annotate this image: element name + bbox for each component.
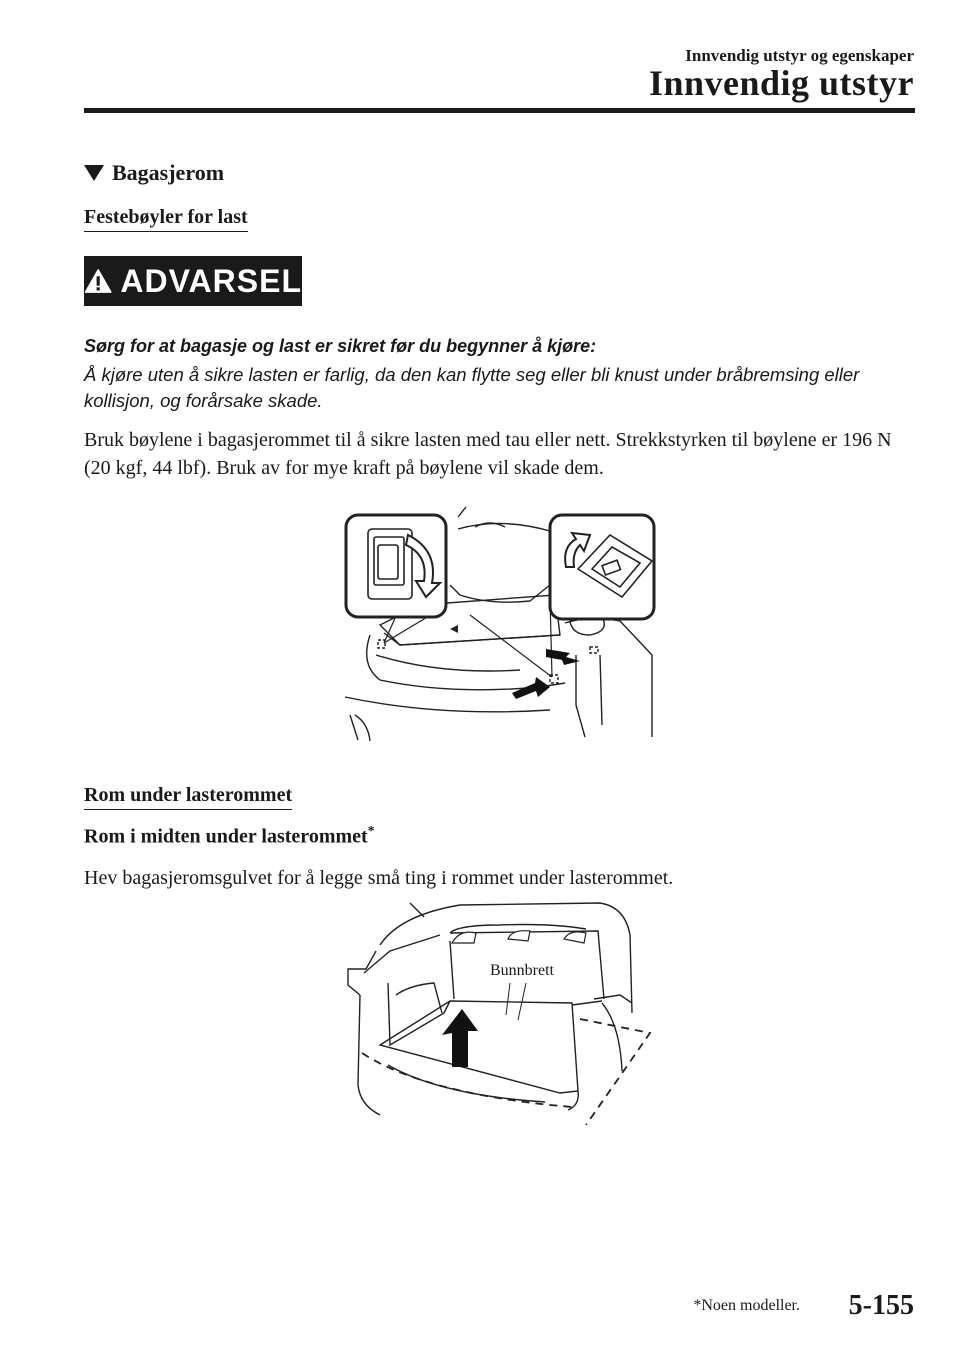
cargo-hooks-text: Bruk bøylene i bagasjerommet til å sikre lasten med tau eller nett. Strekkstyrken til bøylene er 196 N (20 kgf, 44 lbf). Bruk av for mye kraft på bøylene vil skade dem. <box>84 429 892 479</box>
warning-body: Å kjøre uten å sikre lasten er farlig, da den kan flytte seg eller bli knust under bråbremsing eller kollisjon, og forårsake skade. <box>84 364 860 411</box>
header-rule <box>84 108 915 113</box>
under-floor-heading: Rom under lasterommet <box>84 784 292 810</box>
cargo-hooks-heading: Festebøyler for last <box>84 206 248 232</box>
section-title: Innvendig utstyr <box>648 63 914 103</box>
page-number: 5-155 <box>848 1290 914 1321</box>
under-floor-subheading-text: Rom i midten under lasterommet <box>84 825 368 848</box>
warning-banner <box>84 256 302 306</box>
floor-board-callout: Bunnbrett <box>490 962 554 979</box>
footnote: *Noen modeller. <box>693 1297 800 1314</box>
under-floor-subheading <box>84 824 375 849</box>
chapter-title: Innvendig utstyr og egenskaper <box>685 46 914 65</box>
warning-title: Sørg for at bagasje og last er sikret før du begynner å kjøre: <box>84 336 597 356</box>
warning-triangle-icon <box>84 265 112 297</box>
topic-label: Bagasjerom <box>112 160 225 185</box>
cargo-hooks-illustration <box>340 505 670 745</box>
topic-heading <box>84 160 224 186</box>
triangle-bullet-icon <box>84 165 104 181</box>
under-floor-text: Hev bagasjeromsgulvet for å legge små ting i rommet under lasterommet. <box>84 867 674 889</box>
warning-label: ADVARSEL <box>120 262 302 299</box>
under-floor-illustration <box>340 895 660 1125</box>
model-asterisk: * <box>367 824 375 839</box>
